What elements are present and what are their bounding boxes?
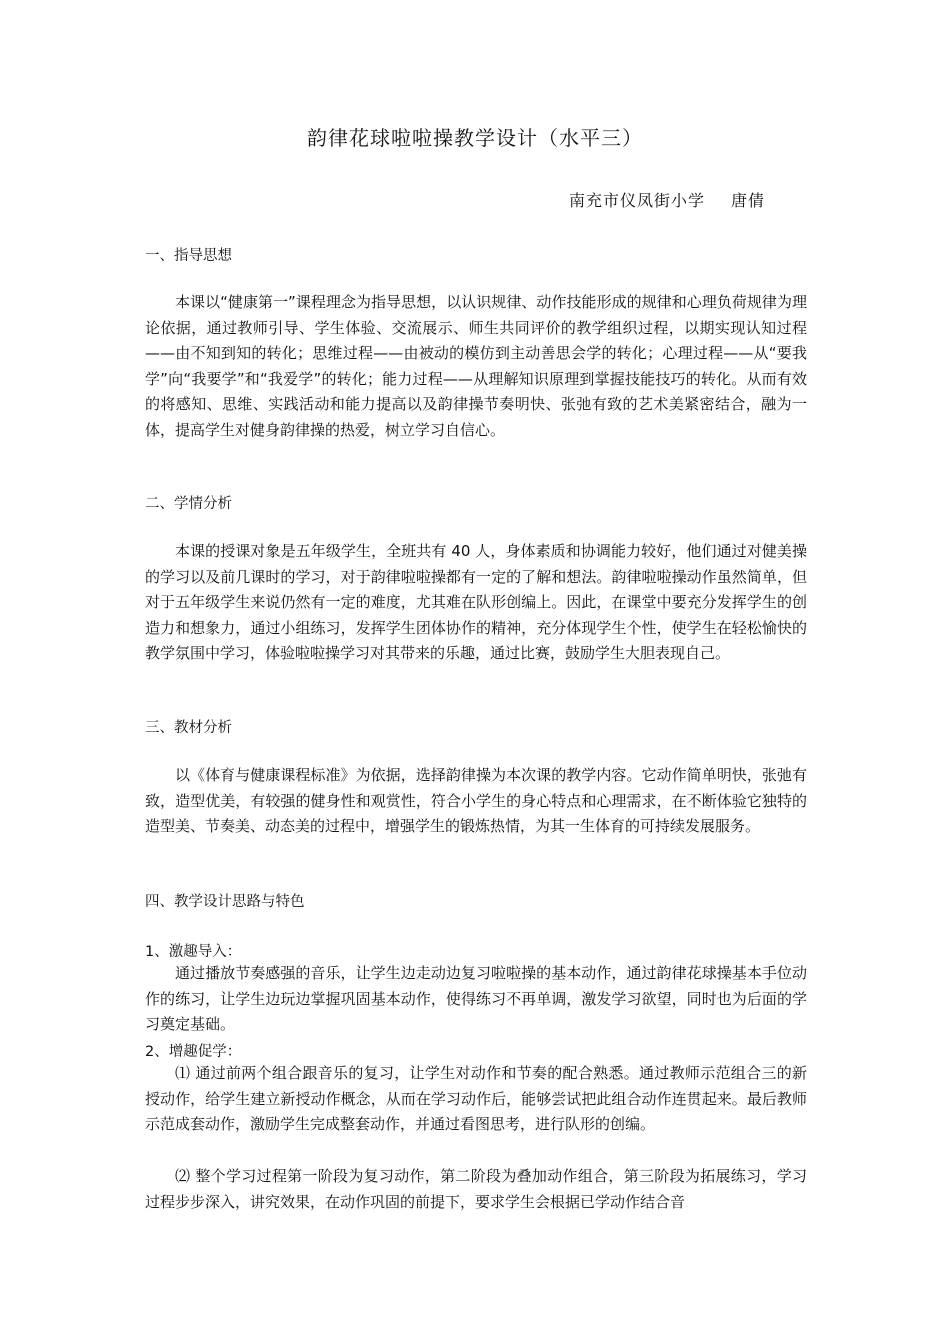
document-title: 韵律花球啦啦操教学设计（水平三）: [307, 126, 643, 150]
item1-heading: 1、激趣导入：: [145, 944, 242, 960]
author-line: [569, 188, 765, 211]
section-paragraph-1: 本课以“健康第一”课程理念为指导思想，以认识规律、动作技能形成的规律和心理负荷规律为理论依据，通过教师引导、学生体验、交流展示、师生共同评价的教学组织过程，以期实现认知过程——由不知到知的转化；思维过程——由被动的模仿到主动善思会学的转化；心理过程——从“要我学”向“我要学”和“我爱学”的转化；能力过程——从理解知识原理到掌握技能技巧的转化。从而有效的将感知、思维、实践活动和能力提高以及韵律操节奏明快、张弛有致的艺术美紧密结合，融为一体，提高学生对健身韵律操的热爱，树立学习自信心。: [145, 293, 807, 439]
item1-text: 通过播放节奏感强的音乐，让学生边走动边复习啦啦操的基本动作，通过韵律花球操基本手位动作的练习，让学生边玩边掌握巩固基本动作，使得练习不再单调，激发学习欲望，同时也为后面的学习奠定基础。: [145, 964, 807, 1033]
item2-heading: 2、增趣促学：: [145, 1044, 242, 1060]
section-heading-4: 四、教学设计思路与特色: [145, 894, 305, 910]
section-paragraph-2: 本课的授课对象是五年级学生，全班共有 40 人，身体素质和协调能力较好，他们通过对健美操的学习以及前几课时的学习，对于韵律啦啦操都有一定的了解和想法。韵律啦啦操动作虽然简单，但对于五年级学生来说仍然有一定的难度，尤其难在队形创编上。因此，在课堂中要充分发挥学生的创造力和想象力，通过小组练习，发挥学生团体协作的精神，充分体现学生个性，使学生在轻松愉快的教学氛围中学习，体验啦啦操学习对其带来的乐趣，通过比赛，鼓励学生大胆表现自己。: [145, 542, 807, 662]
author-school: 南充市仪凤街小学: [568, 191, 705, 210]
section-heading-1: 一、指导思想: [145, 248, 232, 264]
section-heading-2: 二、学情分析: [145, 496, 232, 512]
section-heading-3: 三、教材分析: [145, 720, 232, 736]
author-name: 唐倩: [730, 191, 765, 210]
section-paragraph-3: 以《体育与健康课程标准》为依据，选择韵律操为本次课的教学内容。它动作简单明快，张弛有致，造型优美，有较强的健身性和观赏性，符合小学生的身心特点和心理需求，在不断体验它独特的造型美、节奏美、动态美的过程中，增强学生的锻炼热情，为其一生体育的可持续发展服务。: [145, 766, 807, 835]
item2-paragraph-2: ⑵ 整个学习过程第一阶段为复习动作，第二阶段为叠加动作组合，第三阶段为拓展练习，学习过程步步深入，讲究效果，在动作巩固的前提下，要求学生会根据已学动作结合音: [145, 1167, 807, 1211]
item2-paragraph-1: ⑴ 通过前两个组合跟音乐的复习，让学生对动作和节奏的配合熟悉。通过教师示范组合三的新授动作，给学生建立新授动作概念，从而在学习动作后，能够尝试把此组合动作连贯起来。最后教师示范成套动作，激励学生完成整套动作，并通过看图思考，进行队形的创编。: [145, 1064, 807, 1133]
